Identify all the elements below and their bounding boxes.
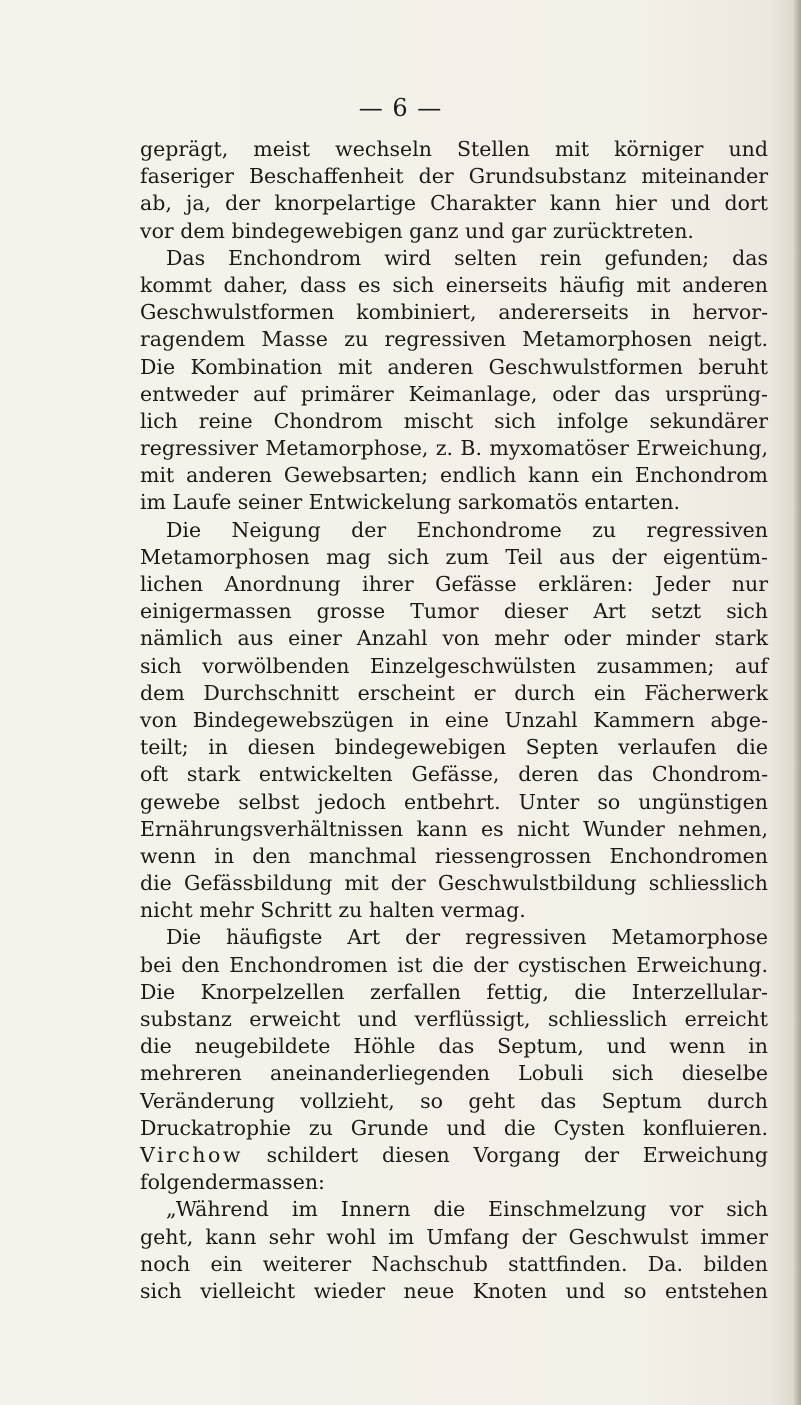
text-line: geht, kann sehr wohl im Umfang der Geschwulst immer — [140, 1224, 768, 1249]
text-line: geprägt, meist wechseln Stellen mit körniger und — [140, 137, 768, 161]
author-name: Virchow — [140, 1142, 243, 1167]
text-line: entweder auf primärer Keimanlage, oder das ursprüng- — [140, 381, 768, 406]
text-line: Druckatrophie zu Grunde und die Cysten konfluieren. — [140, 1115, 768, 1140]
text-line: „Während im Innern die Einschmelzung vor sich — [166, 1197, 768, 1222]
text-line: Metamorphosen mag sich zum Teil aus der eigentüm- — [140, 544, 768, 569]
text-line: nicht mehr Schritt zu halten vermag. — [140, 898, 526, 923]
text-line: im Laufe seiner Entwickelung sarkomatös entarten. — [140, 490, 681, 515]
text-line: Ernährungsverhältnissen kann es nicht Wunder nehmen, — [140, 816, 768, 841]
text-line: die Gefässbildung mit der Geschwulstbildung schliesslich — [140, 871, 768, 896]
text-line: regressiver Metamorphose, z. B. myxomatöser Erweichung, — [140, 436, 768, 461]
text-line: vor dem bindegewebigen ganz und gar zurücktreten. — [140, 218, 694, 243]
body-text — [140, 136, 768, 1305]
text-line: von Bindegewebszügen in eine Unzahl Kammern abge- — [140, 707, 768, 732]
text-line: sich vorwölbenden Einzelgeschwülsten zusammen; auf — [140, 653, 768, 678]
text-line: Die Neigung der Enchondrome zu regressiven — [166, 517, 768, 542]
text-line: gewebe selbst jedoch entbehrt. Unter so ungünstigen — [140, 789, 768, 814]
page-number: — 6 — — [358, 94, 443, 122]
text-line: lich reine Chondrom mischt sich infolge sekundärer — [140, 408, 768, 433]
text-line: Veränderung vollzieht, so geht das Septum durch — [140, 1088, 768, 1113]
text-line: oft stark entwickelten Gefässe, deren das Chondrom- — [140, 762, 768, 787]
text-line: dem Durchschnitt erscheint er durch ein Fächerwerk — [140, 680, 768, 705]
text-line: wenn in den manchmal riessengrossen Enchondromen — [140, 843, 768, 868]
text-line: folgendermassen: — [140, 1170, 325, 1195]
text-line: faseriger Beschaffenheit der Grundsubstanz miteinander — [140, 164, 768, 189]
text-line: mit anderen Gewebsarten; endlich kann ein Enchondrom — [140, 463, 768, 488]
text-line-rest: schildert diesen Vorgang der Erweichung — [266, 1142, 768, 1167]
text-line: die neugebildete Höhle das Septum, und wenn in — [140, 1034, 768, 1059]
text-line: Die Knorpelzellen zerfallen fettig, die Interzellular- — [140, 979, 768, 1004]
text-line: sich vielleicht wieder neue Knoten und so entstehen — [140, 1278, 768, 1303]
text-line: noch ein weiterer Nachschub stattfinden. Da. bilden — [140, 1251, 768, 1276]
text-line: substanz erweicht und verflüssigt, schliesslich erreicht — [140, 1007, 768, 1031]
text-line: einigermassen grosse Tumor dieser Art setzt sich — [140, 599, 768, 624]
text-line: lichen Anordnung ihrer Gefässe erklären: Jeder nur — [140, 572, 768, 596]
text-line: kommt daher, dass es sich einerseits häufig mit anderen — [140, 272, 768, 297]
text-line: ab, ja, der knorpelartige Charakter kann hier und dort — [140, 191, 768, 216]
page-edge-shadow — [793, 0, 801, 1405]
text-line: nämlich aus einer Anzahl von mehr oder minder stark — [140, 626, 768, 651]
text-line: Die Kombination mit anderen Geschwulstformen beruht — [140, 354, 768, 379]
text-line: mehreren aneinanderliegenden Lobuli sich dieselbe — [140, 1061, 768, 1086]
text-line: Das Enchondrom wird selten rein gefunden; das — [166, 245, 768, 270]
text-line-with-name — [140, 1142, 768, 1169]
text-line: Geschwulstformen kombiniert, andererseits in hervor- — [140, 300, 768, 325]
text-line: Die häufigste Art der regressiven Metamorphose — [166, 925, 768, 950]
text-line: teilt; in diesen bindegewebigen Septen verlaufen die — [140, 735, 768, 760]
text-line: bei den Enchondromen ist die der cystischen Erweichung. — [140, 952, 768, 977]
text-line: ragendem Masse zu regressiven Metamorphosen neigt. — [140, 327, 768, 352]
